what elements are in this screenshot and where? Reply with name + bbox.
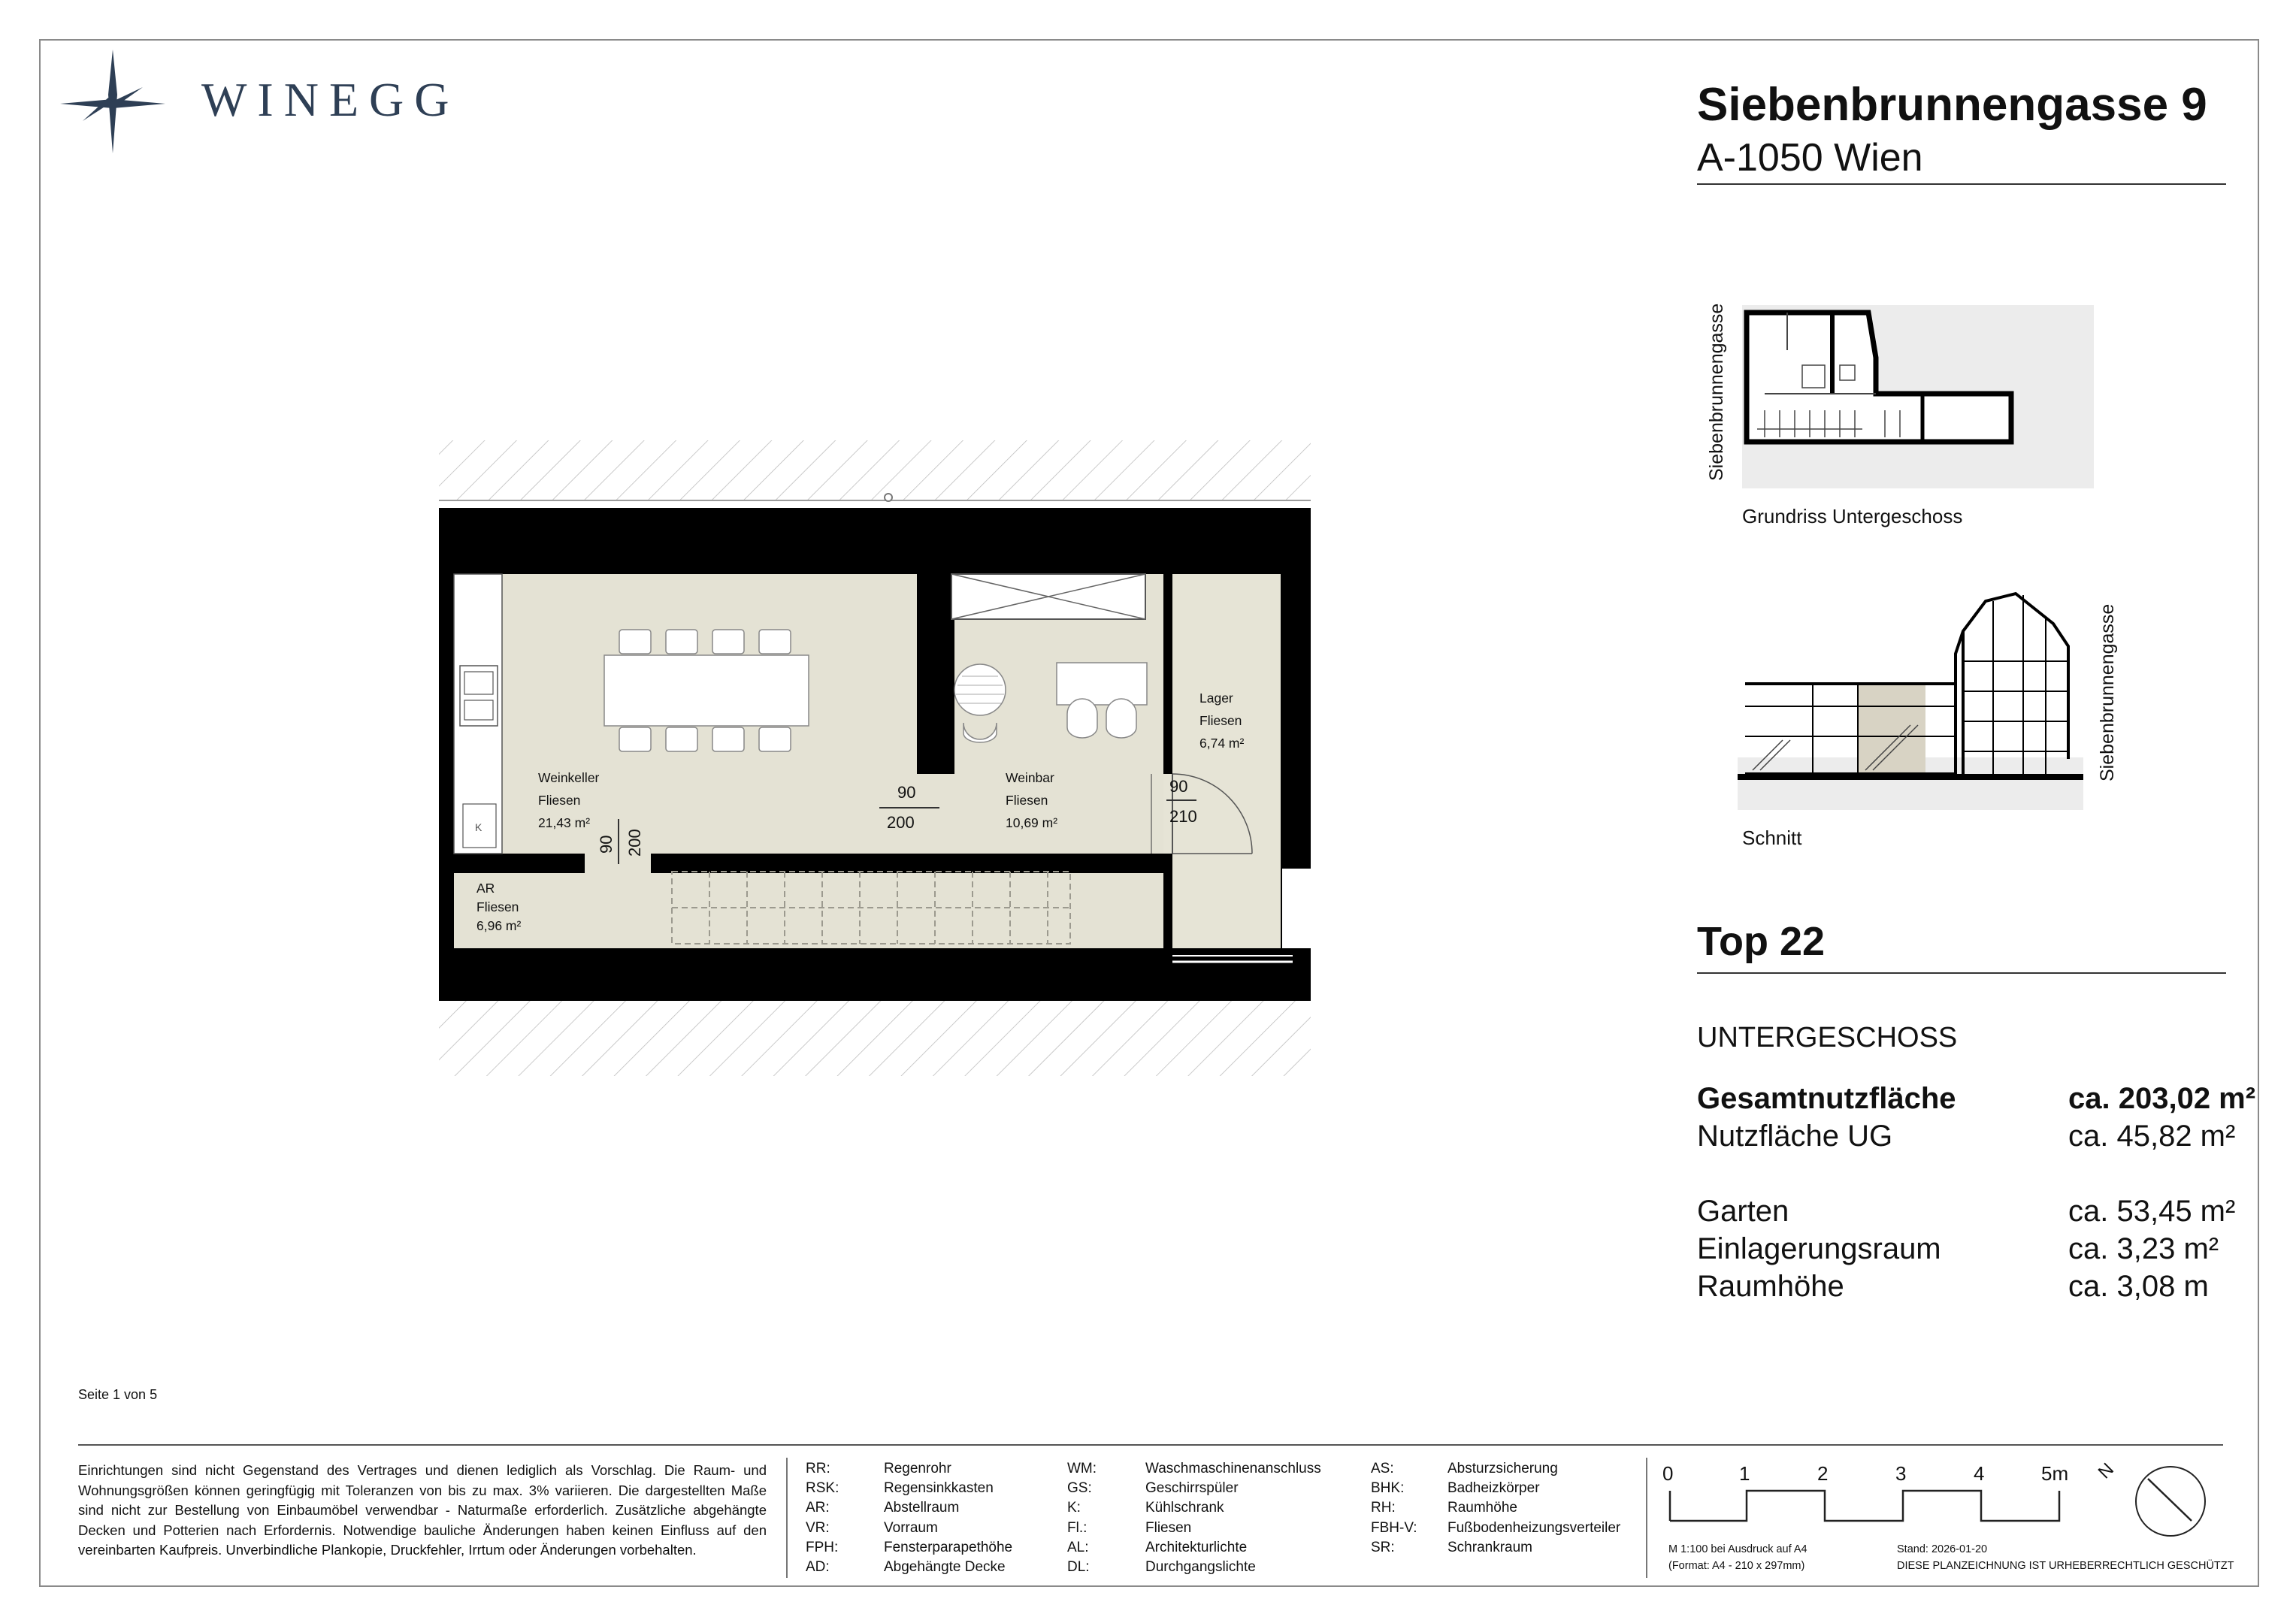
brand-logo: WINEGG bbox=[201, 73, 460, 126]
dim-line bbox=[1166, 799, 1196, 801]
door-height: 210 bbox=[1169, 807, 1197, 826]
area-value: ca. 53,45 m² bbox=[2068, 1195, 2236, 1228]
scale-tick-label: 0 bbox=[1662, 1462, 1674, 1485]
area-label: Gesamtnutzfläche bbox=[1697, 1082, 1956, 1115]
dim-line bbox=[879, 807, 939, 808]
room-weinbar bbox=[1006, 766, 1057, 834]
door-height: 200 bbox=[625, 829, 644, 857]
street-label-section: Siebenbrunnengasse bbox=[2097, 603, 2118, 781]
svg-text:K: K bbox=[475, 821, 482, 833]
legend-entry: RR: Regenrohr bbox=[806, 1461, 951, 1476]
door-height: 200 bbox=[887, 813, 915, 832]
room-name: Lager bbox=[1199, 691, 1233, 706]
sink-icon bbox=[460, 666, 498, 726]
scale-tick-label: 5m bbox=[2041, 1462, 2069, 1485]
legend-entry: BHK: Badheizkörper bbox=[1371, 1480, 1540, 1497]
floor-name: UNTERGESCHOSS bbox=[1697, 1022, 1958, 1053]
room-area: 6,96 m² bbox=[476, 918, 522, 933]
legend-entry: WM: Waschmaschinenanschluss bbox=[1067, 1461, 1321, 1476]
room-floor: Fliesen bbox=[476, 899, 519, 914]
door-width: 90 bbox=[1169, 777, 1188, 796]
unit-title: Top 22 bbox=[1697, 919, 1826, 964]
legend-entry: AS: Absturzsicherung bbox=[1371, 1461, 1558, 1476]
section-caption: Schnitt bbox=[1742, 827, 1802, 849]
street-label-key-plan: Siebenbrunnengasse bbox=[1706, 303, 1727, 481]
room-area: 21,43 m² bbox=[538, 815, 591, 830]
legend-entry: K: Kühlschrank bbox=[1067, 1500, 1224, 1516]
area-value: ca. 45,82 m² bbox=[2068, 1120, 2236, 1153]
legend-column bbox=[1067, 1459, 1321, 1577]
door-width: 90 bbox=[597, 835, 616, 854]
legend-column bbox=[806, 1459, 1012, 1577]
legend-entry: AR: Abstellraum bbox=[806, 1500, 960, 1516]
scale-format-note: (Format: A4 - 210 x 297mm) bbox=[1668, 1560, 1805, 1572]
page-indicator: Seite 1 von 5 bbox=[78, 1387, 158, 1402]
fridge-icon bbox=[463, 804, 496, 848]
footer-divider bbox=[1646, 1458, 1647, 1578]
room-floor: Fliesen bbox=[538, 793, 581, 808]
room-name: Weinkeller bbox=[538, 770, 600, 785]
legend-entry: Fl.: Fliesen bbox=[1067, 1519, 1192, 1536]
legend-entry: RH: Raumhöhe bbox=[1371, 1500, 1517, 1516]
room-name: AR bbox=[476, 881, 495, 896]
legend-entry: VR: Vorraum bbox=[806, 1519, 938, 1536]
area-label: Einlagerungsraum bbox=[1697, 1232, 1941, 1265]
scale-tick-label: 1 bbox=[1739, 1462, 1750, 1485]
north-arrow-icon bbox=[2119, 1458, 2210, 1540]
area-value: ca. 203,02 m² bbox=[2068, 1082, 2256, 1115]
footer-divider bbox=[786, 1458, 788, 1578]
room-weinkeller bbox=[538, 766, 599, 834]
door-width: 90 bbox=[897, 783, 916, 802]
legend-entry: RSK: Regensinkkasten bbox=[806, 1480, 994, 1497]
legend-entry: FBH-V: Fußbodenheizungsverteiler bbox=[1371, 1519, 1621, 1536]
copyright-note: DIESE PLANZEICHNUNG IST URHEBERRECHTLICH GESCHÜTZT bbox=[1897, 1560, 2234, 1572]
project-city: A-1050 Wien bbox=[1697, 136, 1923, 180]
legend-entry: AL: Architekturlichte bbox=[1067, 1539, 1248, 1555]
legend-entry: DL: Durchgangslichte bbox=[1067, 1559, 1256, 1576]
north-label: N bbox=[2094, 1458, 2118, 1483]
legend-entry: GS: Geschirrspüler bbox=[1067, 1480, 1239, 1497]
legend-entry: FPH: Fensterparapethöhe bbox=[806, 1539, 1013, 1555]
area-value: ca. 3,23 m² bbox=[2068, 1232, 2219, 1265]
plan-date: Stand: 2026-01-20 bbox=[1897, 1543, 1988, 1555]
scale-tick-label: 4 bbox=[1974, 1462, 1985, 1485]
area-label: Garten bbox=[1697, 1195, 1789, 1228]
scale-ratio-note: M 1:100 bei Ausdruck auf A4 bbox=[1668, 1543, 1807, 1555]
area-label: Raumhöhe bbox=[1697, 1270, 1844, 1303]
scale-bar bbox=[1668, 1488, 2074, 1525]
legend-entry: AD: Abgehängte Decke bbox=[806, 1559, 1006, 1576]
area-value: ca. 3,08 m bbox=[2068, 1270, 2209, 1303]
room-floor: Fliesen bbox=[1006, 793, 1048, 808]
disclaimer: Einrichtungen sind nicht Gegenstand des Vertrages und dienen lediglich als Vorschlag. Die Raum- und Wohnungsgrößen können geringfügig mit Toleranzen von bis zu max. 3% variieren. Die dargestellten Maße sind nicht zur Bestellung von Einbaumöbel verwendbar - Naturmaße erforderlich. Zusätzliche abgehängte Decken und Potterien nach Erfordernis. Notwendige bauliche Änderungen haben keinen Einfluss auf den vereinbarten Kaufpreis. Unverbindliche Plankopie, Druckfehler, Irrtum oder Änderungen vorbehalten. bbox=[78, 1462, 767, 1558]
room-ar bbox=[476, 879, 521, 935]
scale-tick-label: 3 bbox=[1895, 1462, 1907, 1485]
room-area: 6,74 m² bbox=[1199, 736, 1245, 751]
legend-entry: SR: Schrankraum bbox=[1371, 1539, 1532, 1555]
scale-tick-label: 2 bbox=[1817, 1462, 1829, 1485]
room-name: Weinbar bbox=[1006, 770, 1054, 785]
dim-line bbox=[618, 819, 619, 864]
project-address: Siebenbrunnengasse 9 bbox=[1697, 79, 2207, 131]
room-area: 10,69 m² bbox=[1006, 815, 1058, 830]
area-label: Nutzfläche UG bbox=[1697, 1120, 1893, 1153]
room-floor: Fliesen bbox=[1199, 713, 1242, 728]
room-lager bbox=[1199, 687, 1244, 754]
key-plan-caption: Grundriss Untergeschoss bbox=[1742, 505, 1963, 527]
legend-column bbox=[1371, 1459, 1620, 1558]
footer-divider bbox=[78, 1444, 2223, 1446]
